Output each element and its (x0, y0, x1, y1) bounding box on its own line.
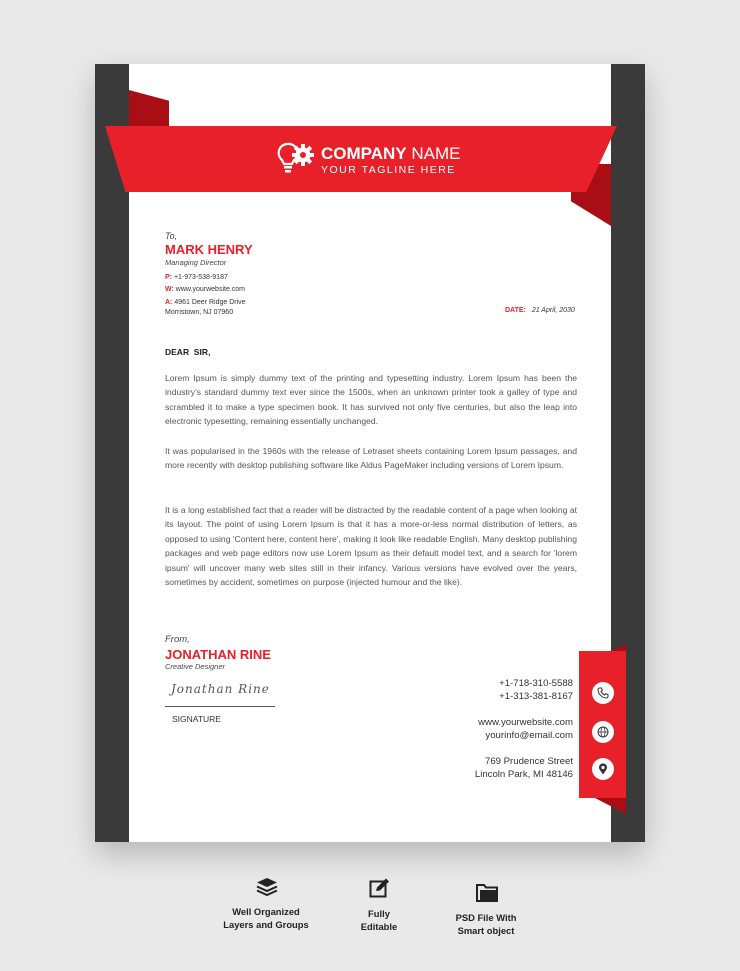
phone-label: P: (165, 274, 172, 281)
edit-icon (369, 877, 391, 899)
body-paragraph-3: It is a long established fact that a reader will be distracted by the readable content of a page when looking at its layout. The point of using Lorem Ipsum is that it has a more-or-less normal distribution of letters, as opposed to using 'Content here, content here', making it look like readable English. Many desktop publishing packages and web page editors now use Lorem Ipsum as their default model text, and a search for 'lorem ipsum' will uncover many web sites still in their infancy. Various versions have evolved over the years, sometimes by accident, sometimes on purpose (injected humour and the like). (165, 505, 577, 588)
ribbon-fold-top-left (129, 90, 169, 126)
signature-script: Jonathan Rine (171, 682, 270, 696)
feature-psd-line2: Smart object (457, 925, 515, 936)
contact-email: yourinfo@email.com (485, 729, 573, 741)
contact-address-1: 769 Prudence Street (484, 756, 573, 767)
from-label: From, (165, 634, 190, 645)
company-name-bold: COMPANY (321, 144, 407, 163)
feature-layers-icon-wrap (256, 877, 278, 902)
location-icon-circle (592, 758, 614, 780)
address-label: A: (165, 299, 173, 306)
recipient-name: MARK HENRY (165, 242, 253, 257)
body-paragraph-1: Lorem Ipsum is simply dummy text of the printing and typesetting industry. Lorem Ipsum has been the industry's standard dummy text ever since the 1500s, when an unknown printer took a galley of type and scrambled it to make a type specimen book. It has survived not only five centuries, but also the leap into electronic typesetting, remaining essentially unchanged. (165, 373, 577, 427)
recipient-phone-row (165, 274, 228, 281)
lightbulb-gear-icon (277, 141, 317, 175)
salutation: DEAR SIR, (165, 347, 211, 357)
sender-title: Creative Designer (165, 662, 226, 671)
phone-icon-circle (592, 682, 614, 704)
date-value: 21 April, 2030 (531, 307, 575, 314)
date-row (505, 307, 575, 314)
feature-edit (339, 907, 419, 933)
sender-name: JONATHAN RINE (165, 647, 271, 662)
recipient-web-row (165, 286, 245, 293)
contact-phone-2: +1-313-381-8167 (499, 690, 573, 702)
feature-edit-line1: Fully (368, 908, 390, 919)
contact-web: www.yourwebsite.com (478, 717, 573, 728)
feature-layers-line1: Well Organized (232, 906, 300, 917)
layers-icon (256, 877, 278, 897)
body-paragraph-2: It was popularised in the 1960s with the release of Letraset sheets containing Lorem Ipsum passages, and more recently with desktop publishing software like Aldus PageMaker including versions of Lorem Ipsum. (165, 446, 577, 471)
recipient-address-line2: Morristown, NJ 07960 (165, 309, 234, 316)
recipient-address-line1: 4961 Deer Ridge Drive (174, 299, 246, 306)
feature-layers (206, 905, 326, 931)
signature-label: SIGNATURE (172, 714, 221, 724)
feature-edit-line2: Editable (360, 921, 398, 932)
feature-psd (436, 911, 536, 937)
feature-layers-line2: Layers and Groups (223, 919, 309, 930)
contact-phone-1: +1-718-310-5588 (499, 678, 573, 689)
recipient-phone: +1-973-538-9187 (173, 274, 228, 281)
globe-icon-circle (592, 721, 614, 743)
company-name-light: NAME (406, 144, 461, 163)
feature-psd-line1: PSD File With (455, 912, 517, 923)
company-tagline: YOUR TAGLINE HERE (321, 164, 456, 176)
recipient-address-row (165, 298, 246, 318)
company-name (321, 144, 460, 164)
web-label: W: (165, 286, 174, 293)
signature-line (165, 706, 275, 707)
feature-folder-icon-wrap (476, 882, 498, 907)
recipient-title: Managing Director (165, 258, 227, 267)
date-label: DATE: (505, 307, 526, 314)
phone-icon (597, 687, 609, 699)
letterhead-sheet (95, 64, 645, 842)
to-label: To, (165, 231, 178, 241)
feature-edit-icon-wrap (369, 877, 391, 904)
location-icon (597, 763, 609, 775)
contact-address-2: Lincoln Park, MI 48146 (474, 768, 573, 780)
globe-icon (597, 726, 609, 738)
contact-block (475, 678, 573, 781)
company-logo (277, 141, 317, 175)
folder-icon (476, 882, 498, 902)
recipient-web: www.yourwebsite.com (175, 286, 246, 293)
